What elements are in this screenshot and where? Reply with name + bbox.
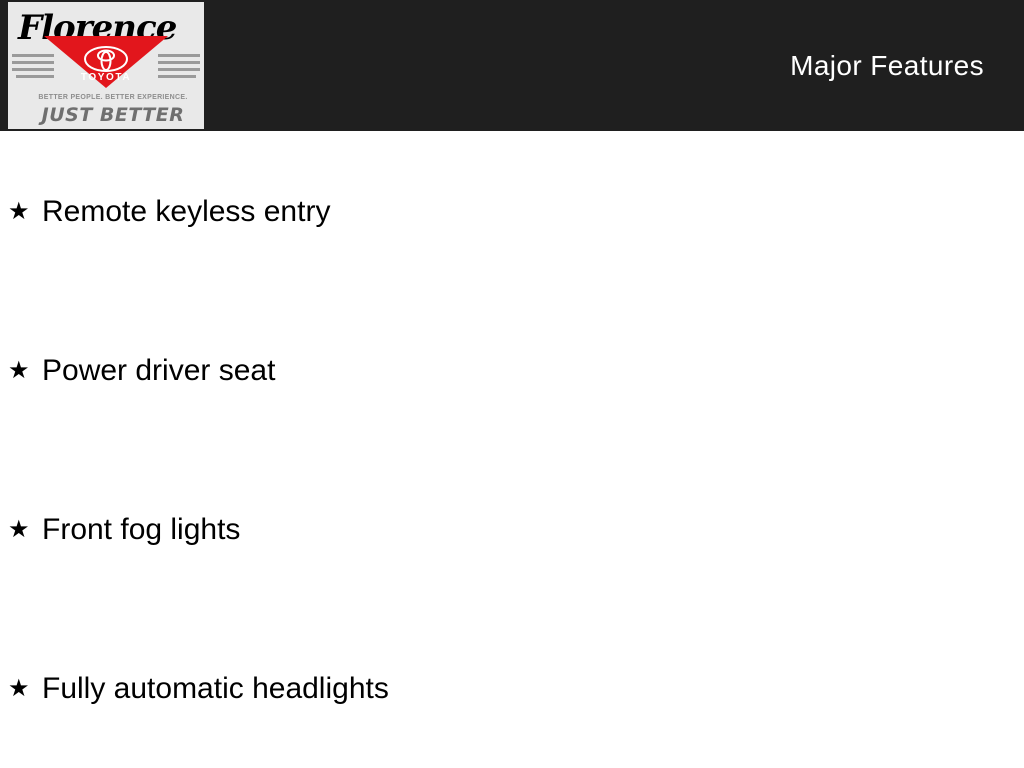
slide-header-bar [0, 0, 1024, 131]
list-item [8, 667, 389, 711]
star-bullet-icon: ★ [8, 516, 30, 543]
page-title: Major Features [790, 50, 984, 81]
list-item-label: Front fog lights [42, 513, 241, 546]
list-item [8, 190, 330, 234]
star-bullet-icon: ★ [8, 675, 30, 702]
list-item-label: Remote keyless entry [42, 195, 331, 228]
logo-brand-text: TOYOTA [80, 72, 132, 83]
list-item-label: Power driver seat [42, 354, 276, 387]
star-bullet-icon: ★ [8, 357, 30, 384]
feature-list [0, 131, 1024, 768]
logo-script-text: Florence [18, 8, 177, 48]
toyota-emblem-icon [84, 46, 128, 72]
logo-slogan-text: JUST BETTER [41, 104, 185, 126]
star-bullet-icon: ★ [8, 198, 30, 225]
list-item [8, 349, 275, 393]
florence-toyota-logo [8, 2, 204, 129]
list-item [8, 508, 240, 552]
list-item-label: Fully automatic headlights [42, 672, 389, 705]
logo-tagline-text: BETTER PEOPLE. BETTER EXPERIENCE. [38, 94, 188, 101]
